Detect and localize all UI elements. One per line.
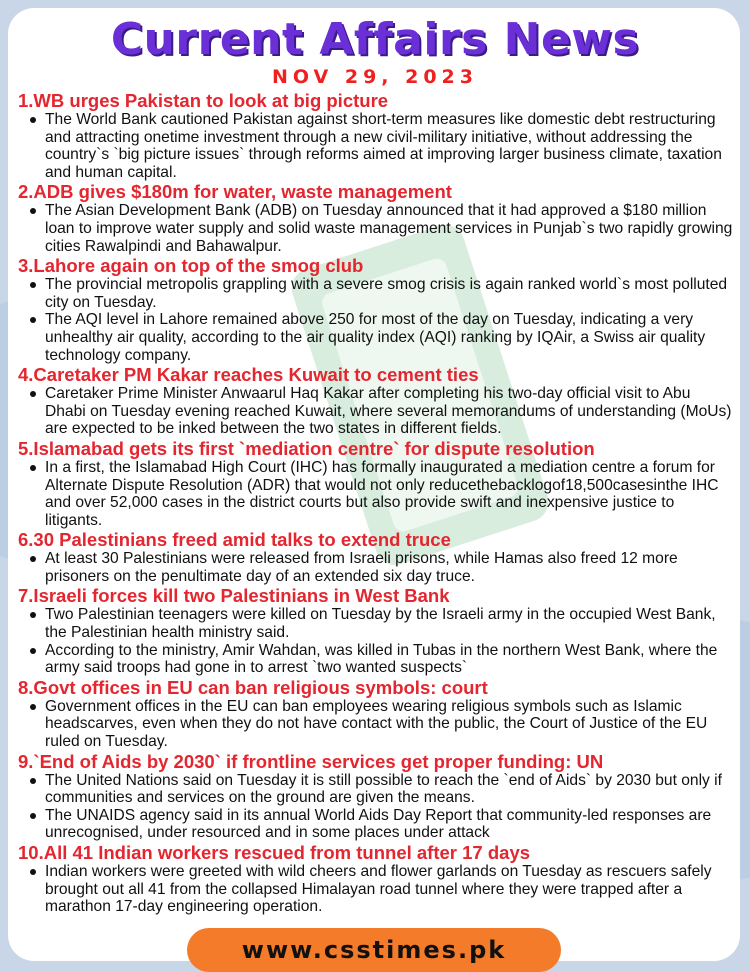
news-bullets [18,111,734,181]
news-bullets [18,863,734,916]
news-bullet: Indian workers were greeted with wild cheers and flower garlands on Tuesday as rescuers safely brought out all 41 from the collapsed Himalayan road tunnel where they were trapped after a marathon 17-day engineering operation. [18,863,734,916]
news-bullet: The World Bank cautioned Pakistan against short-term measures like domestic debt restructuring and attracting onetime investment through a new civil-military initiative, without addressing the country`s `big picture issues` through reforms aimed at improving larger business climate, taxation and human capital. [18,111,734,181]
news-item [18,364,734,438]
news-item [18,90,734,181]
news-item [18,181,734,255]
news-item [18,438,734,529]
news-item [18,751,734,842]
news-item [18,677,734,751]
news-bullets [18,698,734,751]
news-bullets [18,772,734,842]
news-bullets [18,606,734,676]
news-headline: 7.Israeli forces kill two Palestinians in West Bank [18,585,450,607]
news-bullet: The provincial metropolis grappling with a severe smog crisis is again ranked world`s most polluted city on Tuesday. [18,276,734,311]
news-item [18,529,734,585]
news-headline: 2.ADB gives $180m for water, waste management [18,181,452,203]
news-headline: 5.Islamabad gets its first `mediation centre` for dispute resolution [18,437,595,459]
news-bullet: Caretaker Prime Minister Anwaarul Haq Kakar after completing his two-day official visit to Abu Dhabi on Tuesday evening reached Kuwait, where several memorandums of understanding (MoUs) are expected to be inked between the two states in different fields. [18,385,734,438]
news-bullet: The AQI level in Lahore remained above 250 for most of the day on Tuesday, indicating a very unhealthy air quality, according to the air quality index (AQI) ranking by IQAir, a Swiss air quality technology company. [18,311,734,364]
news-bullet: Two Palestinian teenagers were killed on Tuesday by the Israeli army in the occupied West Bank, the Palestinian health ministry said. [18,606,734,641]
news-headline: 9.`End of Aids by 2030` if frontline services get proper funding: UN [18,750,604,772]
news-headline: 10.All 41 Indian workers rescued from tunnel after 17 days [18,842,531,863]
news-headline: 6.30 Palestinians freed amid talks to extend truce [18,529,451,551]
news-bullets [18,385,734,438]
news-bullet: The United Nations said on Tuesday it is still possible to reach the `end of Aids` by 2030 but only if communities and services on the ground are given the means. [18,772,734,807]
news-item [18,842,734,916]
news-headline: 4.Caretaker PM Kakar reaches Kuwait to cement ties [18,364,479,386]
page-title: Current Affairs News [110,14,640,65]
news-bullets [18,276,734,364]
news-bullet: At least 30 Palestinians were released from Israeli prisons, while Hamas also freed 12 more prisoners on the penultimate day of an extended six day truce. [18,550,734,585]
news-headline: 1.WB urges Pakistan to look at big picture [18,90,389,111]
news-bullets [18,550,734,585]
news-bullet: The Asian Development Bank (ADB) on Tuesday announced that it had approved a $180 million loan to improve water supply and solid waste management services in Punjab`s two rapidly growing cities Rawalpindi and Bahawalpur. [18,202,734,255]
news-bullet: Government offices in the EU can ban employees wearing religious symbols such as Islamic headscarves, even when they do not have contact with the public, the Court of Justice of the EU ruled on Tuesday. [18,698,734,751]
page-date: NOV 29, 2023 [271,66,479,88]
news-bullet: In a first, the Islamabad High Court (IHC) has formally inaugurated a mediation centre a forum for Alternate Dispute Resolution (ADR) that would not only reducethebacklogof18,500casesinthe IHC and over 52,000 cases in the district courts but also provide swift and inexpensive justice to litigants. [18,459,734,529]
news-list [18,90,734,916]
news-headline: 3.Lahore again on top of the smog club [18,255,364,277]
news-headline: 8.Govt offices in EU can ban religious symbols: court [18,676,488,698]
news-bullets [18,202,734,255]
news-item [18,585,734,676]
news-bullet: The UNAIDS agency said in its annual World Aids Day Report that community-led responses are unrecognised, under resourced and in some places under attack [18,807,734,842]
news-item [18,255,734,364]
news-bullet: According to the ministry, Amir Wahdan, was killed in Tubas in the northern West Bank, where the army said troops had gone in to arrest `two wanted suspects` [18,642,734,677]
website-link[interactable]: www.csstimes.pk [187,928,561,972]
news-bullets [18,459,734,529]
